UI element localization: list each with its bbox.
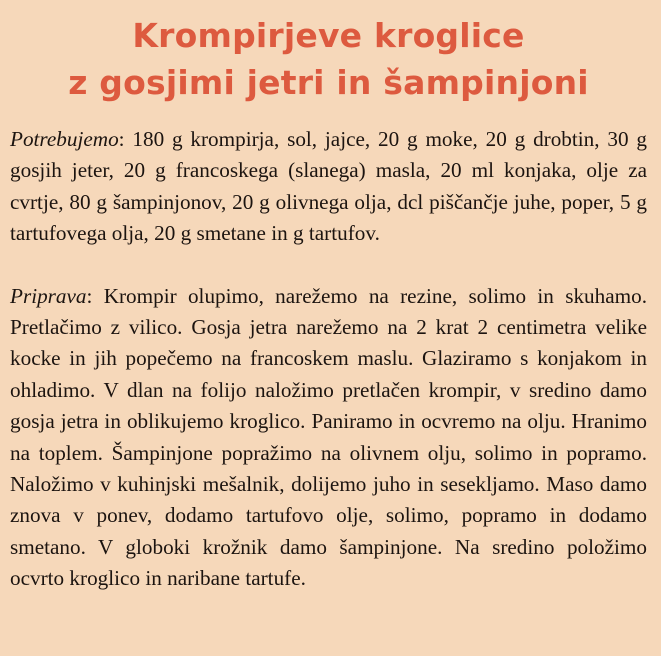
preparation-text: Krompir olupimo, narežemo na rezine, solimo in skuhamo. Pretlačimo z vilico. Gosja jetra narežemo na 2 krat 2 centimetra velike kocke in jih popečemo na francoskem maslu. Glaziramo s konjakom in ohladimo. V dlan na folijo naložimo pretlačen krompir, v sredino damo gosja jetra in oblikujemo kroglico. Paniramo in ocvremo na olju. Hranimo na toplem. Šampinjone popražimo na olivnem olju, solimo in popramo. Naložimo v kuhinjski mešalnik, dolijemo juho in sesekljamo. Maso damo znova v ponev, dodamo tartufovo olje, solimo, popramo in dodamo smetano. V globoki krožnik damo šampinjone. Na sredino položimo ocvrto kroglico in naribane tartufe. — [10, 283, 647, 591]
ingredients-paragraph — [10, 124, 647, 250]
preparation-label: Priprava — [10, 283, 87, 308]
ingredients-text: 180 g krompirja, sol, jajce, 20 g moke, 20 g drobtin, 30 g gosjih jeter, 20 g francoskega (slanega) masla, 20 ml konjaka, olje za cvrtje, 80 g šampinjonov, 20 g olivnega olja, dcl piščančje juhe, poper, 5 g tartufovega olja, 20 g smetane in g tartufov. — [10, 127, 647, 246]
preparation-paragraph — [10, 281, 647, 595]
recipe-title-line-1: Krompirjeve kroglice — [132, 16, 525, 55]
recipe-title — [10, 12, 647, 106]
ingredients-label: Potrebujemo — [10, 127, 119, 151]
preparation-separator: : — [86, 283, 104, 308]
recipe-title-line-2: z gosjimi jetri in šampinjoni — [68, 63, 589, 102]
ingredients-separator: : — [118, 127, 133, 151]
